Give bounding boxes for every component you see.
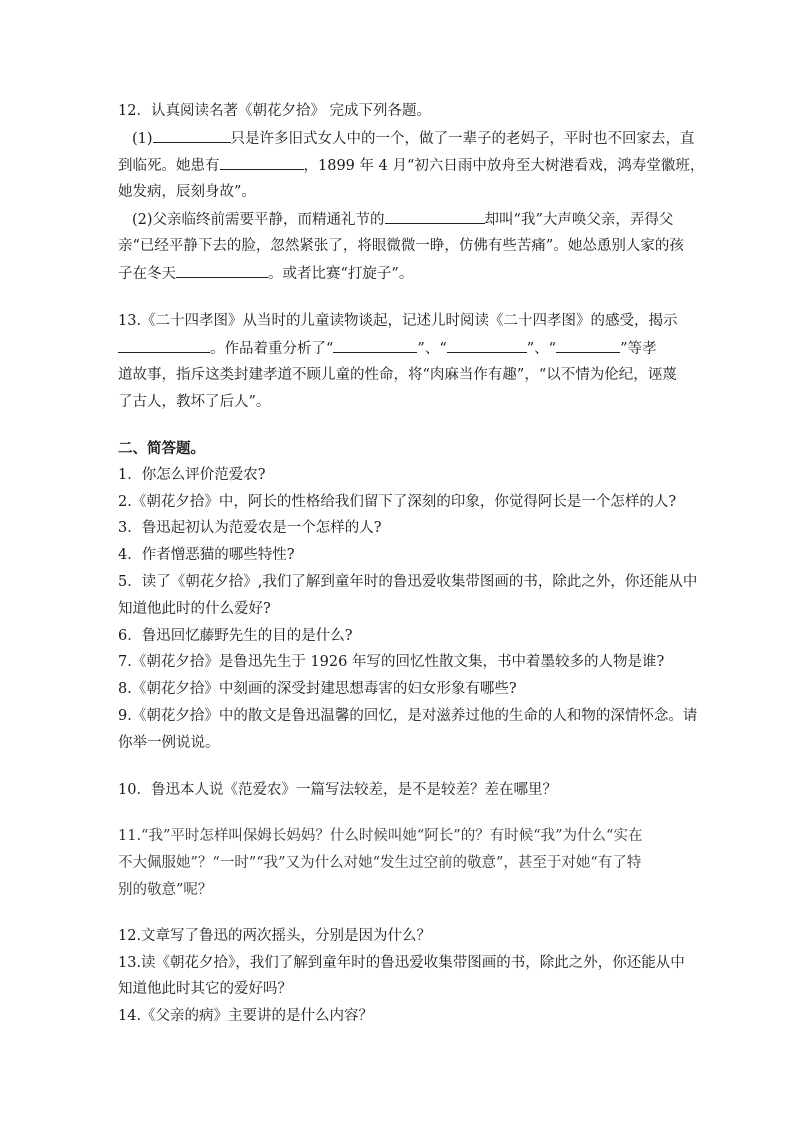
- answer-blank[interactable]: [385, 209, 485, 224]
- list-item: 7.《朝花夕拾》是鲁迅先生于 1926 年写的回忆性散文集，书中着墨较多的人物是谁?: [118, 654, 665, 670]
- answer-blank[interactable]: [220, 155, 304, 170]
- answer-blank[interactable]: [333, 338, 417, 353]
- list-item: 8.《朝花夕拾》中刻画的深受封建思想毒害的妇女形象有哪些?: [118, 681, 517, 697]
- q13-line2: 。作品着重分析了“ ”、“ ”、“ ”等孝: [118, 338, 657, 359]
- question-11-line1: 11.“我”平时怎样叫保姆长妈妈？什么时候叫她“阿长”的？有时候“我”为什么“实在: [118, 828, 643, 844]
- question-11-line3: 别的敬意”呢？: [118, 882, 213, 898]
- question-10: 10．鲁迅本人说《范爱农》一篇写法较差，是不是较差？差在哪里？: [118, 782, 557, 798]
- list-item: 4．作者憎恶猫的哪些特性?: [118, 547, 295, 563]
- list-item: 3．鲁迅起初认为范爱农是一个怎样的人?: [118, 520, 382, 536]
- q12-part2-line1: (2)父亲临终前需要平静，而精通礼节的 却叫“我”大声唤父亲，弄得父: [132, 209, 673, 230]
- answer-blank[interactable]: [447, 338, 527, 353]
- q13-line3: 道故事，指斥这类封建孝道不顾儿童的性命，将“肉麻当作有趣”，“以不情为伦纪，诬蔑: [118, 367, 677, 383]
- q13-line1: 13.《二十四孝图》从当时的儿童读物谈起，记述儿时阅读《二十四孝图》的感受，揭示: [118, 313, 678, 329]
- q12-part1-line2: 到临死。她患有 ，1899 年 4 月“初六日雨中放舟至大树港看戏，鸿寿堂徽班，: [118, 155, 704, 176]
- list-item: 你举一例说说。: [118, 735, 220, 751]
- q12-part1-line1: (1) 只是许多旧式女人中的一个，做了一辈子的老妈子，平时也不回家去，直: [132, 128, 695, 149]
- q12-part1-line3: 她发病，辰刻身故”。: [118, 184, 256, 200]
- list-item: 2.《朝花夕拾》中，阿长的性格给我们留下了深刻的印象，你觉得阿长是一个怎样的人?: [118, 494, 677, 510]
- list-item: 6．鲁迅回忆藤野先生的目的是什么?: [118, 628, 353, 644]
- question-11-line2: 不大佩服她”？“一时”“我”又为什么对她“发生过空前的敬意”，甚至于对她“有了特: [118, 855, 642, 871]
- q12-title: 12．认真阅读名著《朝花夕拾》 完成下列各题。: [118, 103, 432, 119]
- question-13-line2: 知道他此时其它的爱好吗？: [118, 981, 292, 997]
- section-heading: 二、简答题。: [118, 440, 205, 457]
- answer-blank[interactable]: [153, 128, 231, 143]
- q13-line4: 了古人，教坏了后人”。: [118, 394, 271, 410]
- list-item: 9.《朝花夕拾》中的散文是鲁迅温馨的回忆，是对滋养过他的生命的人和物的深情怀念。请: [118, 708, 698, 724]
- answer-blank[interactable]: [176, 263, 268, 278]
- q12-part2-line3: 子在冬天 。或者比赛“打旋子”。: [118, 263, 413, 284]
- list-item: 1．你怎么评价范爱农?: [118, 467, 266, 483]
- list-item: 5．读了《朝花夕拾》,我们了解到童年时的鲁迅爱收集带图画的书，除此之外，你还能从中: [118, 574, 698, 590]
- list-item: 知道他此时的什么爱好?: [118, 601, 271, 617]
- answer-blank[interactable]: [556, 338, 620, 353]
- answer-blank[interactable]: [118, 338, 210, 353]
- question-12: 12.文章写了鲁迅的两次摇头，分别是因为什么？: [118, 928, 432, 944]
- question-14: 14.《父亲的病》主要讲的是什么内容？: [118, 1008, 374, 1024]
- q12-part2-line2: 亲“已经平静下去的脸，忽然紧张了，将眼微微一睁，仿佛有些苦痛”。她怂恿别人家的孩: [118, 238, 684, 254]
- question-13-line1: 13.读《朝花夕拾》，我们了解到童年时的鲁迅爱收集带图画的书，除此之外，你还能从中: [118, 955, 685, 971]
